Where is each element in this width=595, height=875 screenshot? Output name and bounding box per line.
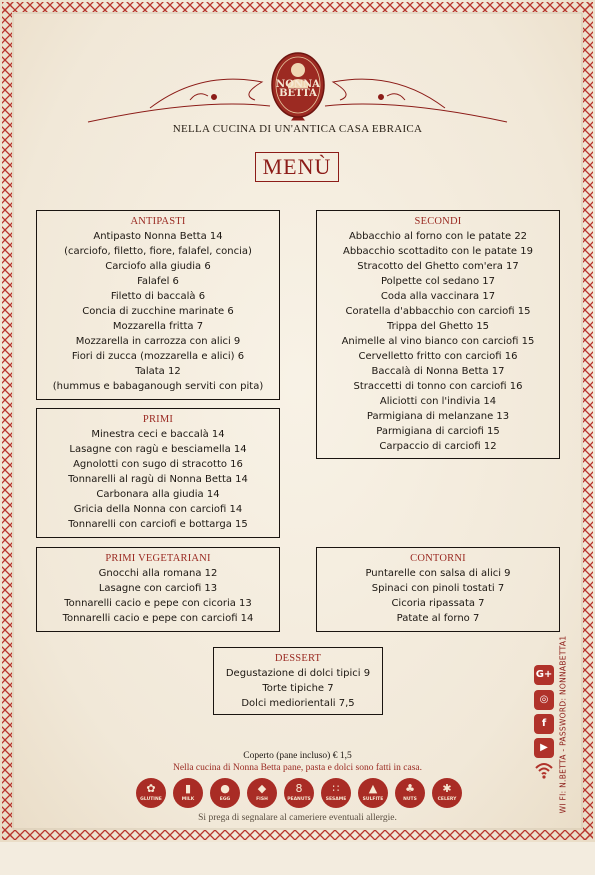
menu-item: Animelle al vino bianco con carciofi 15: [341, 336, 535, 347]
allergen-label: CELERY: [437, 797, 457, 802]
section-title: PRIMI: [142, 414, 174, 425]
section-dessert: [213, 647, 383, 715]
menu-item: Lasagne con carciofi 13: [98, 583, 218, 594]
peanut-icon: [284, 778, 314, 808]
section-title: DESSERT: [274, 653, 322, 664]
homemade-note: Nella cucina di Nonna Betta pane, pasta e dolci sono fatti in casa.: [172, 763, 423, 773]
menu-item: Aliciotti con l'indivia 14: [379, 396, 497, 407]
sulfite-icon: [358, 778, 388, 808]
milk-icon: [173, 778, 203, 808]
wifi-icon: [534, 760, 554, 782]
section-primi-vegetariani: [36, 547, 280, 632]
allergen-label: FISH: [256, 797, 268, 802]
section-title: ANTIPASTI: [130, 216, 186, 227]
section-title: CONTORNI: [410, 553, 466, 564]
menu-item: Fiori di zucca (mozzarella e alici) 6: [71, 351, 245, 362]
section-title: PRIMI VEGETARIANI: [105, 553, 211, 564]
menu-item: Torte tipiche 7: [262, 683, 334, 694]
allergen-glyph: ◆: [257, 782, 267, 795]
section-items: [214, 666, 382, 711]
menu-item: Coda alla vaccinara 17: [380, 291, 496, 302]
menu-item: Carbonara alla giudia 14: [96, 489, 220, 500]
menu-item: Stracotto del Ghetto com'era 17: [357, 261, 519, 272]
menu-item: Tonnarelli con carciofi e bottarga 15: [68, 519, 248, 530]
menu-item: Falafel 6: [137, 276, 179, 287]
menu-item: (hummus e babaganough serviti con pita): [52, 381, 264, 392]
section-items: [317, 229, 559, 454]
fish-icon: [247, 778, 277, 808]
allergen-glyph: ∷: [332, 782, 340, 795]
allergy-note: Si prega di segnalare al cameriere eventuali allergie.: [198, 813, 397, 823]
menu-item: Baccalà di Nonna Betta 17: [371, 366, 505, 377]
menu-item: Straccetti di tonno con carciofi 16: [353, 381, 523, 392]
menu-item: Talata 12: [135, 366, 181, 377]
menu-title: MENÙ: [255, 152, 339, 182]
menu-item: Patate al forno 7: [396, 613, 480, 624]
allergen-label: SULFITE: [362, 797, 384, 802]
menu-item: Cervelletto fritto con carciofi 16: [358, 351, 518, 362]
allergen-label: NUTS: [403, 797, 417, 802]
section-items: [37, 427, 279, 532]
logo-name-line2: BETTA: [279, 88, 317, 99]
allergen-glyph: ●: [220, 782, 230, 795]
allergen-label: PEANUTS: [287, 797, 311, 802]
menu-item: Degustazione di dolci tipici 9: [225, 668, 371, 679]
allergen-glyph: ▲: [368, 782, 378, 795]
menu-item: Filetto di baccalà 6: [110, 291, 206, 302]
wifi-password: WI FI: N.BETTA - PASSWORD: NONNABETTA1: [558, 635, 568, 814]
menu-item: Tonnarelli cacio e pepe con cicoria 13: [64, 598, 252, 609]
instagram-icon[interactable]: ◎: [534, 690, 554, 710]
allergen-glyph: ✱: [442, 782, 452, 795]
section-items: [317, 566, 559, 626]
menu-item: Cicoria ripassata 7: [391, 598, 485, 609]
menu-item: Antipasto Nonna Betta 14: [93, 231, 223, 242]
coperto-note: Coperto (pane incluso) € 1,5: [243, 751, 352, 761]
allergen-glyph: 8: [295, 782, 303, 795]
allergen-label: SESAME: [325, 797, 347, 802]
menu-item: Concia di zucchine marinate 6: [82, 306, 234, 317]
menu-item: Parmigiana di melanzane 13: [366, 411, 510, 422]
youtube-icon[interactable]: ▶: [534, 738, 554, 758]
tagline: NELLA CUCINA DI UN'ANTICA CASA EBRAICA: [172, 123, 423, 135]
logo-wordmark: [271, 80, 325, 98]
allergen-label: MILK: [181, 797, 195, 802]
section-contorni: [316, 547, 560, 632]
logo-name-line1: NONNA: [276, 79, 320, 90]
menu-item: Abbacchio al forno con le patate 22: [348, 231, 528, 242]
section-items: [37, 566, 279, 626]
allergen-icons: [136, 778, 466, 812]
menu-item: Carciofo alla giudia 6: [105, 261, 211, 272]
menu-item: Trippa del Ghetto 15: [386, 321, 490, 332]
wheat-icon: [136, 778, 166, 808]
menu-item: Spinaci con pinoli tostati 7: [371, 583, 505, 594]
section-title: SECONDI: [414, 216, 462, 227]
allergen-label: EGG: [219, 797, 231, 802]
section-antipasti: [36, 210, 280, 400]
allergen-glyph: ▮: [184, 782, 192, 795]
menu-item: Dolci mediorientali 7,5: [241, 698, 355, 709]
section-items: [37, 229, 279, 394]
menu-item: Agnolotti con sugo di stracotto 16: [73, 459, 243, 470]
menu-item: Puntarelle con salsa di alici 9: [365, 568, 511, 579]
section-secondi: [316, 210, 560, 459]
menu-item: (carciofo, filetto, fiore, falafel, concia): [64, 246, 252, 257]
menu-item: Mozzarella in carrozza con alici 9: [75, 336, 241, 347]
section-primi: [36, 408, 280, 538]
allergen-label: GLUTINE: [140, 797, 162, 802]
menu-item: Mozzarella fritta 7: [112, 321, 204, 332]
nut-icon: [395, 778, 425, 808]
allergen-glyph: ✿: [146, 782, 156, 795]
menu-item: Tonnarelli al ragù di Nonna Betta 14: [68, 474, 248, 485]
allergen-glyph: ♣: [405, 782, 415, 795]
egg-icon: [210, 778, 240, 808]
menu-item: Gnocchi alla romana 12: [98, 568, 218, 579]
menu-item: Minestra ceci e baccalà 14: [91, 429, 225, 440]
menu-item: Gricia della Nonna con carciofi 14: [73, 504, 243, 515]
menu-item: Carpaccio di carciofi 12: [379, 441, 497, 452]
facebook-icon[interactable]: f: [534, 714, 554, 734]
menu-item: Abbacchio scottadito con le patate 19: [343, 246, 533, 257]
menu-item: Polpette col sedano 17: [380, 276, 495, 287]
menu-item: Coratella d'abbacchio con carciofi 15: [345, 306, 531, 317]
sesame-icon: [321, 778, 351, 808]
google-plus-icon[interactable]: G+: [534, 665, 554, 685]
menu-item: Tonnarelli cacio e pepe con carciofi 14: [62, 613, 254, 624]
menu-item: Lasagne con ragù e besciamella 14: [69, 444, 247, 455]
menu-item: Parmigiana di carciofi 15: [376, 426, 500, 437]
celery-icon: [432, 778, 462, 808]
